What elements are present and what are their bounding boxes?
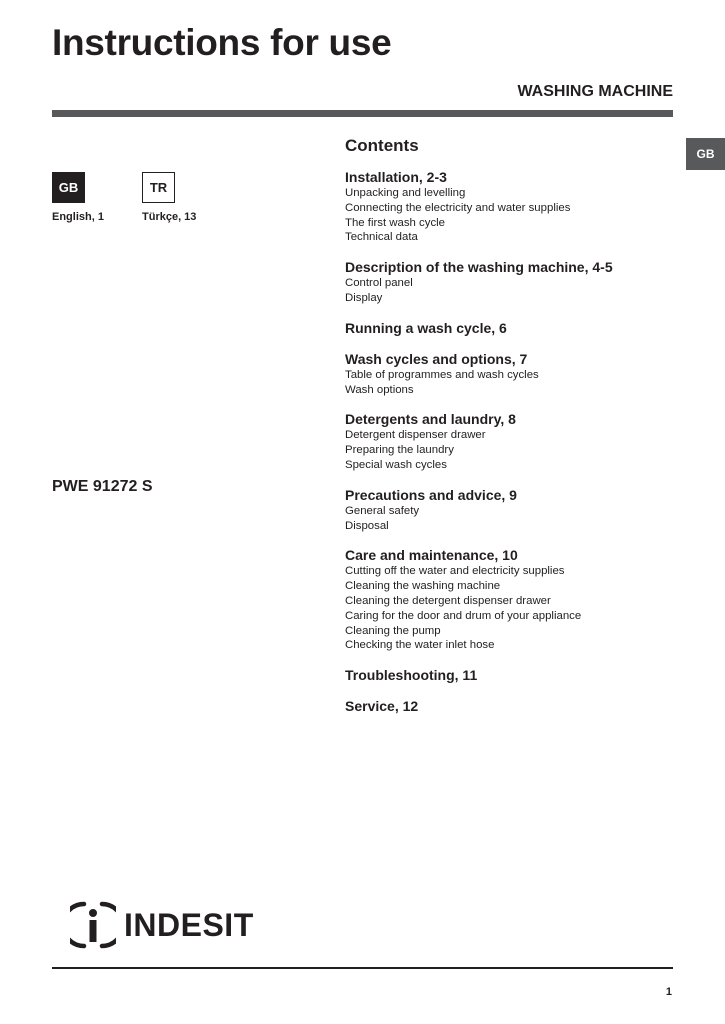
language-gb [52,172,104,223]
indesit-logo [70,900,254,950]
section-heading: Wash cycles and options, 7 [345,350,528,367]
language-side-tab: GB [686,138,725,170]
section-subitem: Technical data [345,231,418,244]
indesit-logo-icon [70,900,116,950]
contents-section [345,350,675,398]
page-title: Instructions for use [52,22,392,63]
logo-wordmark: INDESIT [124,906,254,943]
contents-section [345,697,675,715]
section-heading: Care and maintenance, 10 [345,547,518,564]
language-caption-tr: Türkçe, 13 [142,211,197,223]
section-heading: Detergents and laundry, 8 [345,411,516,428]
header-divider [52,110,673,117]
section-heading: Running a wash cycle, 6 [345,319,507,336]
section-subitem: Connecting the electricity and water supplies [345,201,571,214]
section-subitem: Cleaning the washing machine [345,580,501,593]
product-type: WASHING MACHINE [517,83,673,100]
contents-title: Contents [345,136,419,155]
section-subitem: Table of programmes and wash cycles [345,368,539,381]
section-subitem: Disposal [345,519,389,532]
section-subitem: Wash options [345,383,414,396]
language-code-gb: GB [52,172,85,203]
section-subitem: Cutting off the water and electricity supplies [345,565,565,578]
contents-section [345,319,675,337]
section-heading: Troubleshooting, 11 [345,667,478,684]
footer-divider [52,967,673,969]
contents-sections [345,168,675,715]
contents-section [345,168,675,245]
section-subitem: Checking the water inlet hose [345,639,495,652]
table-of-contents [345,136,675,728]
section-subitem: Detergent dispenser drawer [345,429,486,442]
section-heading: Precautions and advice, 9 [345,486,517,503]
language-tr [142,172,196,223]
section-heading: Service, 12 [345,698,419,715]
page-number: 1 [665,986,672,998]
language-caption-gb: English, 1 [52,211,104,223]
section-subitem: Display [345,291,383,304]
contents-section [345,486,675,534]
contents-section [345,258,675,306]
section-subitem: General safety [345,504,420,517]
section-subitem: Control panel [345,277,413,290]
contents-section [345,546,675,653]
contents-section [345,410,675,472]
language-code-tr: TR [142,172,175,203]
section-subitem: Preparing the laundry [345,444,454,457]
section-subitem: The first wash cycle [345,216,446,229]
model-number: PWE 91272 S [52,478,153,495]
section-heading: Description of the washing machine, 4-5 [345,259,613,276]
section-subitem: Cleaning the detergent dispenser drawer [345,594,551,607]
section-subitem: Caring for the door and drum of your appliance [345,609,582,622]
section-subitem: Cleaning the pump [345,624,441,637]
section-subitem: Special wash cycles [345,458,447,471]
section-heading: Installation, 2-3 [345,169,447,185]
contents-section [345,666,675,684]
section-subitem: Unpacking and levelling [345,187,466,199]
